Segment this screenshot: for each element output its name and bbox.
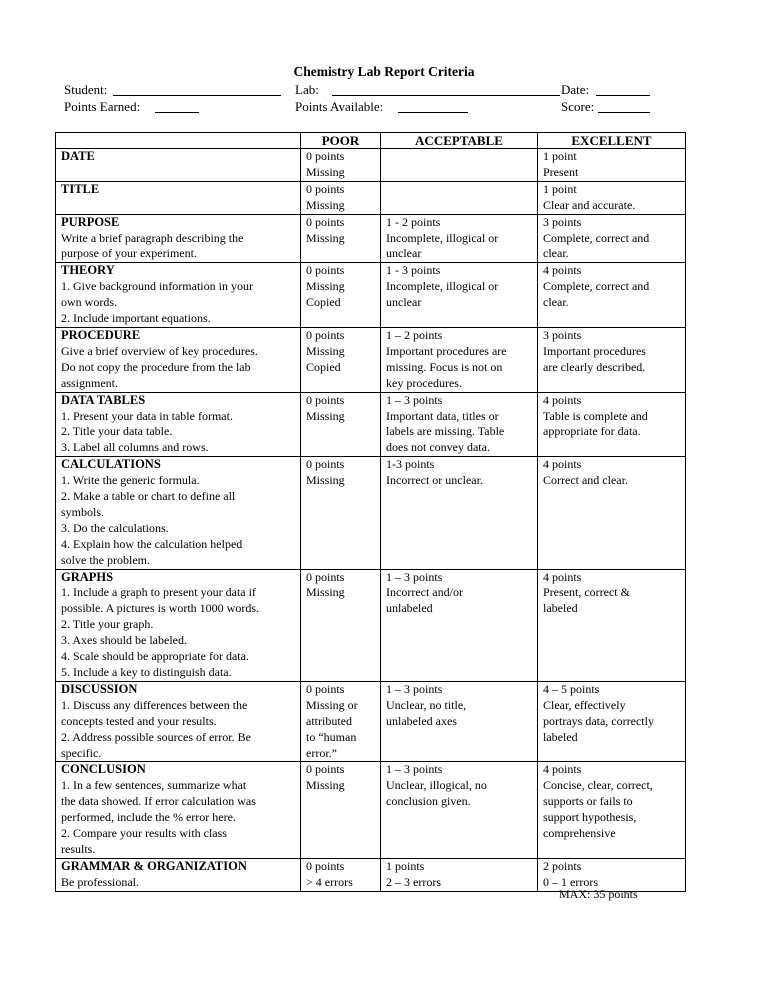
points-available-label: Points Available:	[295, 99, 384, 114]
poor-text-line: error.”	[306, 745, 337, 760]
poor-text-line: 0 points	[306, 457, 345, 472]
date-field-line[interactable]	[596, 95, 650, 96]
acceptable-text-line: unlabeled axes	[386, 713, 457, 728]
excellent-text-line: Clear, effectively	[543, 697, 626, 712]
criterion-cell	[56, 149, 301, 182]
acceptable-cell	[381, 263, 538, 328]
excellent-text-line: comprehensive	[543, 826, 616, 841]
poor-text-line: Missing	[306, 585, 345, 600]
excellent-text-line: Important procedures	[543, 343, 646, 358]
criterion-description-line: 5. Include a key to distinguish data.	[61, 665, 232, 679]
table-row	[56, 569, 686, 681]
acceptable-cell	[381, 214, 538, 263]
criterion-description-line: assignment.	[61, 375, 118, 390]
poor-text-line: 0 points	[306, 858, 345, 873]
acceptable-text-line: Incorrect and/or	[386, 585, 463, 600]
lab-field-line[interactable]	[332, 95, 560, 96]
acceptable-cell	[381, 149, 538, 182]
acceptable-text-line: Incorrect or unclear.	[386, 473, 483, 488]
poor-cell	[301, 214, 381, 263]
poor-text-line: 0 points	[306, 327, 345, 342]
criterion-cell	[56, 327, 301, 392]
criterion-description-line: 2. Compare your results with class	[61, 826, 227, 841]
excellent-cell	[538, 327, 686, 392]
excellent-cell	[538, 181, 686, 214]
table-row	[56, 327, 686, 392]
rubric-body	[56, 149, 686, 892]
excellent-text-line: 1 point	[543, 181, 577, 196]
criterion-description-line: Give a brief overview of key procedures.	[61, 343, 258, 358]
poor-cell	[301, 149, 381, 182]
poor-text-line: 0 points	[306, 149, 345, 163]
excellent-text-line: Complete, correct and	[543, 230, 650, 245]
acceptable-text-line: Unclear, no title,	[386, 697, 467, 712]
criterion-description-line: 2. Title your graph.	[61, 617, 154, 632]
acceptable-text-line: 1 – 3 points	[386, 392, 443, 407]
criterion-description-line: 2. Make a table or chart to define all	[61, 489, 236, 504]
points-earned-label: Points Earned:	[64, 99, 141, 114]
criterion-description-line: 3. Axes should be labeled.	[61, 633, 187, 648]
acceptable-text-line: Important data, titles or	[386, 408, 499, 423]
criterion-description-line: the data showed. If error calculation was	[61, 794, 256, 809]
poor-cell	[301, 762, 381, 858]
criterion-description-line: 1. In a few sentences, summarize what	[61, 778, 247, 793]
criterion-description-line: 1. Present your data in table format.	[61, 408, 233, 423]
acceptable-text-line: key procedures.	[386, 375, 462, 390]
poor-text-line: Missing	[306, 164, 345, 179]
criterion-cell	[56, 569, 301, 681]
excellent-cell	[538, 263, 686, 328]
acceptable-text-line: does not convey data.	[386, 440, 490, 455]
acceptable-text-line: 1 – 2 points	[386, 327, 443, 342]
criterion-name: GRAMMAR & ORGANIZATION	[61, 858, 247, 873]
criterion-name: PROCEDURE	[61, 327, 141, 342]
poor-text-line: Missing	[306, 408, 345, 423]
poor-text-line: 0 points	[306, 681, 345, 696]
excellent-column-header: EXCELLENT	[538, 133, 686, 149]
poor-text-line: Missing	[306, 473, 345, 488]
acceptable-cell	[381, 569, 538, 681]
excellent-text-line: support hypothesis,	[543, 810, 637, 825]
excellent-cell	[538, 681, 686, 762]
acceptable-text-line: 1 – 3 points	[386, 681, 443, 696]
acceptable-cell	[381, 457, 538, 569]
acceptable-cell	[381, 181, 538, 214]
criterion-description-line: Write a brief paragraph describing the	[61, 230, 244, 245]
acceptable-text-line: missing. Focus is not on	[386, 359, 503, 374]
excellent-cell	[538, 762, 686, 858]
poor-text-line: > 4 errors	[306, 874, 353, 889]
excellent-text-line: supports or fails to	[543, 794, 633, 809]
excellent-text-line: labeled	[543, 601, 578, 616]
poor-text-line: Missing	[306, 343, 345, 358]
excellent-text-line: 4 – 5 points	[543, 681, 600, 696]
poor-text-line: 0 points	[306, 762, 345, 777]
excellent-cell	[538, 392, 686, 457]
criterion-description-line: 1. Give background information in your	[61, 279, 253, 294]
criterion-description-line: Do not copy the procedure from the lab	[61, 359, 251, 374]
criterion-description-line: concepts tested and your results.	[61, 713, 217, 728]
excellent-text-line: 4 points	[543, 263, 582, 278]
acceptable-text-line: labels are missing. Table	[386, 424, 505, 439]
acceptable-text-line: 1 - 3 points	[386, 263, 441, 278]
poor-cell	[301, 569, 381, 681]
criterion-description-line: specific.	[61, 745, 102, 760]
acceptable-text-line: Incomplete, illogical or	[386, 230, 499, 245]
criterion-cell	[56, 762, 301, 858]
poor-cell	[301, 457, 381, 569]
excellent-text-line: Present, correct &	[543, 585, 630, 600]
poor-text-line: Missing	[306, 778, 345, 793]
poor-text-line: Missing or	[306, 697, 358, 712]
criterion-description-line: 2. Address possible sources of error. Be	[61, 729, 251, 744]
excellent-cell	[538, 149, 686, 182]
acceptable-cell	[381, 681, 538, 762]
max-points: MAX: 35 points	[559, 887, 638, 901]
criterion-description-line: 4. Scale should be appropriate for data.	[61, 649, 249, 664]
excellent-text-line: 4 points	[543, 392, 582, 407]
criterion-description-line: own words.	[61, 295, 117, 310]
criterion-description-line: purpose of your experiment.	[61, 246, 197, 261]
table-row	[56, 762, 686, 858]
poor-text-line: 0 points	[306, 263, 345, 278]
poor-text-line: attributed	[306, 713, 352, 728]
acceptable-text-line: 1 – 3 points	[386, 569, 443, 584]
score-field-line[interactable]	[598, 112, 650, 113]
excellent-text-line: 3 points	[543, 214, 582, 229]
table-row	[56, 214, 686, 263]
table-row	[56, 181, 686, 214]
excellent-text-line: 2 points	[543, 858, 582, 873]
acceptable-text-line: Important procedures are	[386, 343, 507, 358]
criterion-description-line: 3. Do the calculations.	[61, 520, 169, 535]
poor-text-line: Missing	[306, 279, 345, 294]
poor-cell	[301, 392, 381, 457]
criterion-description-line: solve the problem.	[61, 552, 150, 567]
acceptable-cell	[381, 327, 538, 392]
criterion-description-line: 3. Label all columns and rows.	[61, 440, 209, 455]
criterion-description-line: 1. Discuss any differences between the	[61, 697, 248, 712]
poor-column-header: POOR	[301, 133, 381, 149]
criterion-description-line: Be professional.	[61, 874, 139, 889]
poor-cell	[301, 858, 381, 891]
excellent-text-line: are clearly described.	[543, 359, 646, 374]
criterion-name: DATE	[61, 149, 95, 163]
poor-text-line: Missing	[306, 230, 345, 245]
student-field-line[interactable]	[113, 95, 281, 96]
acceptable-text-line: 1 - 2 points	[386, 214, 441, 229]
poor-cell	[301, 681, 381, 762]
points-available-field-line[interactable]	[398, 112, 468, 113]
poor-text-line: 0 points	[306, 181, 345, 196]
criteria-column-header	[56, 133, 301, 149]
excellent-text-line: portrays data, correctly	[543, 713, 654, 728]
poor-text-line: 0 points	[306, 214, 345, 229]
acceptable-column-header: ACCEPTABLE	[381, 133, 538, 149]
acceptable-text-line: 1-3 points	[386, 457, 435, 472]
acceptable-text-line: Unclear, illogical, no	[386, 778, 487, 793]
excellent-text-line: Present	[543, 164, 579, 179]
acceptable-cell	[381, 392, 538, 457]
criterion-description-line: 4. Explain how the calculation helped	[61, 536, 243, 551]
criterion-cell	[56, 392, 301, 457]
lab-label: Lab:	[295, 82, 319, 97]
points-earned-field-line[interactable]	[155, 112, 199, 113]
excellent-text-line: clear.	[543, 295, 569, 310]
poor-text-line: 0 points	[306, 392, 345, 407]
acceptable-text-line: unclear	[386, 246, 422, 261]
excellent-text-line: appropriate for data.	[543, 424, 641, 439]
acceptable-text-line: 1 – 3 points	[386, 762, 443, 777]
criterion-name: GRAPHS	[61, 569, 114, 584]
acceptable-cell	[381, 762, 538, 858]
score-label: Score:	[561, 99, 595, 114]
excellent-text-line: Clear and accurate.	[543, 197, 636, 212]
criterion-cell	[56, 457, 301, 569]
poor-text-line: 0 points	[306, 569, 345, 584]
excellent-text-line: Correct and clear.	[543, 473, 628, 488]
table-row	[56, 149, 686, 182]
excellent-text-line: clear.	[543, 246, 569, 261]
criterion-description-line: possible. A pictures is worth 1000 words.	[61, 601, 259, 616]
poor-cell	[301, 327, 381, 392]
excellent-text-line: labeled	[543, 729, 578, 744]
criterion-description-line: 2. Include important equations.	[61, 311, 211, 326]
acceptable-text-line: conclusion given.	[386, 794, 471, 809]
criterion-cell	[56, 263, 301, 328]
excellent-text-line: Complete, correct and	[543, 279, 650, 294]
acceptable-text-line: Incomplete, illogical or	[386, 279, 499, 294]
criterion-description-line: symbols.	[61, 504, 105, 519]
excellent-cell	[538, 457, 686, 569]
acceptable-cell	[381, 858, 538, 891]
criterion-cell	[56, 858, 301, 891]
excellent-text-line: Concise, clear, correct,	[543, 778, 653, 793]
criterion-description-line: 1. Include a graph to present your data if	[61, 585, 256, 600]
document-title: Chemistry Lab Report Criteria	[293, 64, 475, 79]
excellent-text-line: 0 – 1 errors	[543, 874, 598, 889]
criterion-name: DISCUSSION	[61, 681, 138, 696]
poor-text-line: to “human	[306, 729, 357, 744]
excellent-text-line: 4 points	[543, 762, 582, 777]
criteria-table	[55, 132, 686, 892]
criterion-cell	[56, 181, 301, 214]
date-label: Date:	[561, 82, 590, 97]
criterion-name: CONCLUSION	[61, 762, 146, 777]
criterion-name: DATA TABLES	[61, 392, 146, 407]
acceptable-text-line: 1 points	[386, 858, 425, 873]
excellent-text-line: 4 points	[543, 457, 582, 472]
excellent-text-line: 1 point	[543, 149, 577, 163]
criterion-description-line: 2. Title your data table.	[61, 424, 173, 439]
acceptable-text-line: unlabeled	[386, 601, 433, 616]
poor-text-line: Copied	[306, 359, 341, 374]
criterion-name: THEORY	[61, 263, 115, 278]
criterion-description-line: 1. Write the generic formula.	[61, 473, 200, 488]
criterion-cell	[56, 681, 301, 762]
criterion-description-line: results.	[61, 841, 96, 856]
criterion-cell	[56, 214, 301, 263]
acceptable-text-line: unclear	[386, 295, 422, 310]
excellent-text-line: 4 points	[543, 569, 582, 584]
excellent-cell	[538, 569, 686, 681]
poor-text-line: Missing	[306, 197, 345, 212]
table-row	[56, 457, 686, 569]
poor-text-line: Copied	[306, 295, 341, 310]
poor-cell	[301, 181, 381, 214]
excellent-text-line: Table is complete and	[543, 408, 648, 423]
acceptable-text-line: 2 – 3 errors	[386, 874, 441, 889]
excellent-cell	[538, 214, 686, 263]
criterion-name: TITLE	[61, 181, 100, 196]
criterion-name: CALCULATIONS	[61, 457, 161, 472]
student-label: Student:	[64, 82, 108, 97]
table-row	[56, 392, 686, 457]
table-row	[56, 681, 686, 762]
table-row	[56, 263, 686, 328]
poor-cell	[301, 263, 381, 328]
criterion-name: PURPOSE	[61, 214, 120, 229]
table-header-row	[56, 133, 686, 149]
excellent-text-line: 3 points	[543, 327, 582, 342]
criterion-description-line: performed, include the % error here.	[61, 810, 236, 825]
